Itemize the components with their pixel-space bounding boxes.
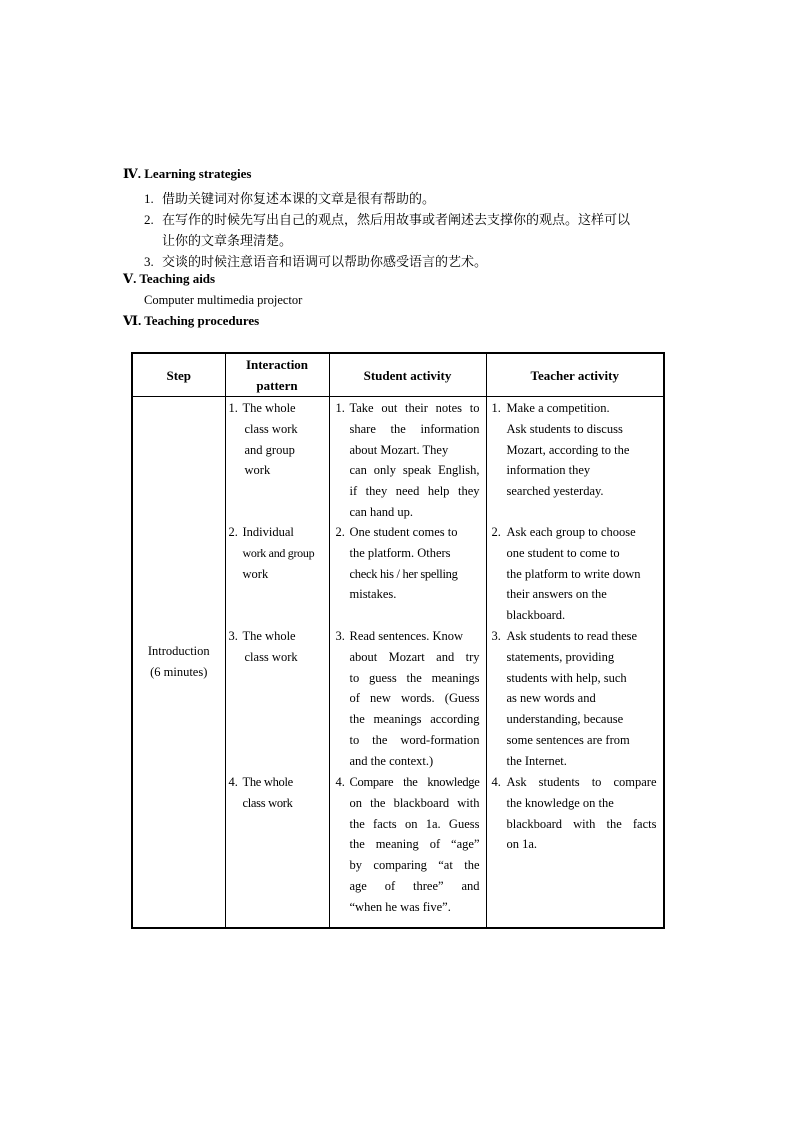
student-activity-column [329,397,486,929]
item-line: and the context.) [349,753,434,768]
item-number: 3. [228,629,238,643]
teaching-aids-heading: Ⅴ. Teaching aids [123,271,216,286]
item-line: the platform to write down [506,566,641,581]
item-number: 3. [491,629,501,643]
item-line: understanding, because [506,712,624,727]
item-line: their answers on the [506,587,607,602]
item-line: work [244,463,271,478]
item-line: of new words. (Guess [349,691,480,706]
item-number: 4. [491,775,501,789]
item-line: Mozart, according to the [506,442,630,457]
step-cell [132,397,225,929]
item-line: Make a competition. [506,401,610,415]
item-line: can only speak English, [349,463,480,478]
item-line: class work [244,649,298,664]
strategy-text: 借助关键词对你复述本课的文章是很有帮助的。 [162,191,436,206]
item-line: Ask students to discuss [506,421,623,436]
header-teacher-activity: Teacher activity [486,353,664,397]
item-line: Take out their notes to [349,401,480,415]
strategy-item-2-continuation: 让你的文章条理清楚。 [162,233,293,248]
header-interaction-line2: pattern [256,378,298,393]
header-interaction-pattern [225,353,329,397]
item-line: “when he was five”. [349,899,451,914]
learning-strategies-heading: Ⅳ. Learning strategies [123,166,252,181]
item-line: check his / her spelling [349,566,458,581]
strategy-number: 3. [144,254,154,269]
header-interaction-line1: Interaction [245,357,309,372]
item-number: 4. [228,775,238,789]
item-line: information they [506,463,591,478]
table-row [132,397,664,929]
item-line: Ask each group to choose [506,525,636,539]
item-number: 2. [335,525,345,539]
item-line: about Mozart. They [349,442,449,457]
strategy-item-2 [144,209,630,228]
item-line: the facts on 1a. Guess [349,816,480,831]
item-line: class work [244,421,298,436]
item-line: the platform. Others [349,545,451,560]
strategy-item-3 [144,251,487,270]
teaching-procedures-heading: Ⅵ. Teaching procedures [123,313,260,328]
item-line: work [242,566,269,581]
teacher-activity-column [486,397,664,929]
item-line: about Mozart and try [349,649,480,664]
header-step: Step [132,353,225,397]
item-line: searched yesterday. [506,484,604,499]
item-line: class work [242,795,293,810]
strategy-number: 1. [144,191,154,206]
item-number: 1. [228,401,238,415]
strategy-text: 交谈的时候注意语音和语调可以帮助你感受语言的艺术。 [162,254,488,269]
step-duration: (6 minutes) [150,665,208,679]
header-student-activity: Student activity [329,353,486,397]
item-line: blackboard. [506,608,566,623]
item-line: blackboard with the facts [506,816,657,831]
item-line: The whole [242,629,296,643]
strategy-number: 2. [144,212,154,227]
item-line: mistakes. [349,587,397,602]
strategy-item-1 [144,188,435,207]
teaching-aids-text: Computer multimedia projector [144,293,303,307]
item-line: share the information [349,421,480,436]
item-number: 3. [335,629,345,643]
item-line: one student to come to [506,545,620,560]
item-line: students with help, such [506,670,627,685]
item-line: the meanings according [349,712,480,727]
item-line: work and group [242,545,315,560]
item-line: can hand up. [349,504,414,519]
interaction-column [225,397,329,929]
item-line: on the blackboard with [349,795,480,810]
item-line: the Internet. [506,753,567,768]
item-line: to guess the meanings [349,670,480,685]
item-number: 1. [491,401,501,415]
item-line: Read sentences. Know [349,629,464,643]
item-line: Ask students to read these [506,629,638,643]
item-line: age of three” and [349,878,480,893]
item-line: to the word-formation [349,732,480,747]
item-line: by comparing “at the [349,858,480,873]
item-line: some sentences are from [506,732,630,747]
item-line: One student comes to [349,525,458,539]
step-name: Introduction [147,644,210,658]
item-line: The whole [242,401,296,415]
item-line: the meaning of “age” [349,837,480,852]
item-line: The whole [242,775,293,789]
teaching-procedures-table [131,352,665,929]
item-line: the knowledge on the [506,795,614,810]
item-line: if they need help they [349,484,480,499]
item-line: statements, providing [506,649,615,664]
item-line: Ask students to compare [506,775,657,789]
item-line: Individual [242,525,294,539]
item-number: 1. [335,401,345,415]
strategy-text: 在写作的时候先写出自己的观点，然后用故事或者阐述去支撑你的观点。这样可以 [162,212,631,227]
item-line: on 1a. [506,837,538,852]
item-line: as new words and [506,691,596,706]
item-line: and group [244,442,295,457]
item-number: 2. [228,525,238,539]
item-line: Compare the knowledge [349,775,480,789]
item-number: 2. [491,525,501,539]
item-number: 4. [335,775,345,789]
table-header-row [132,353,664,397]
